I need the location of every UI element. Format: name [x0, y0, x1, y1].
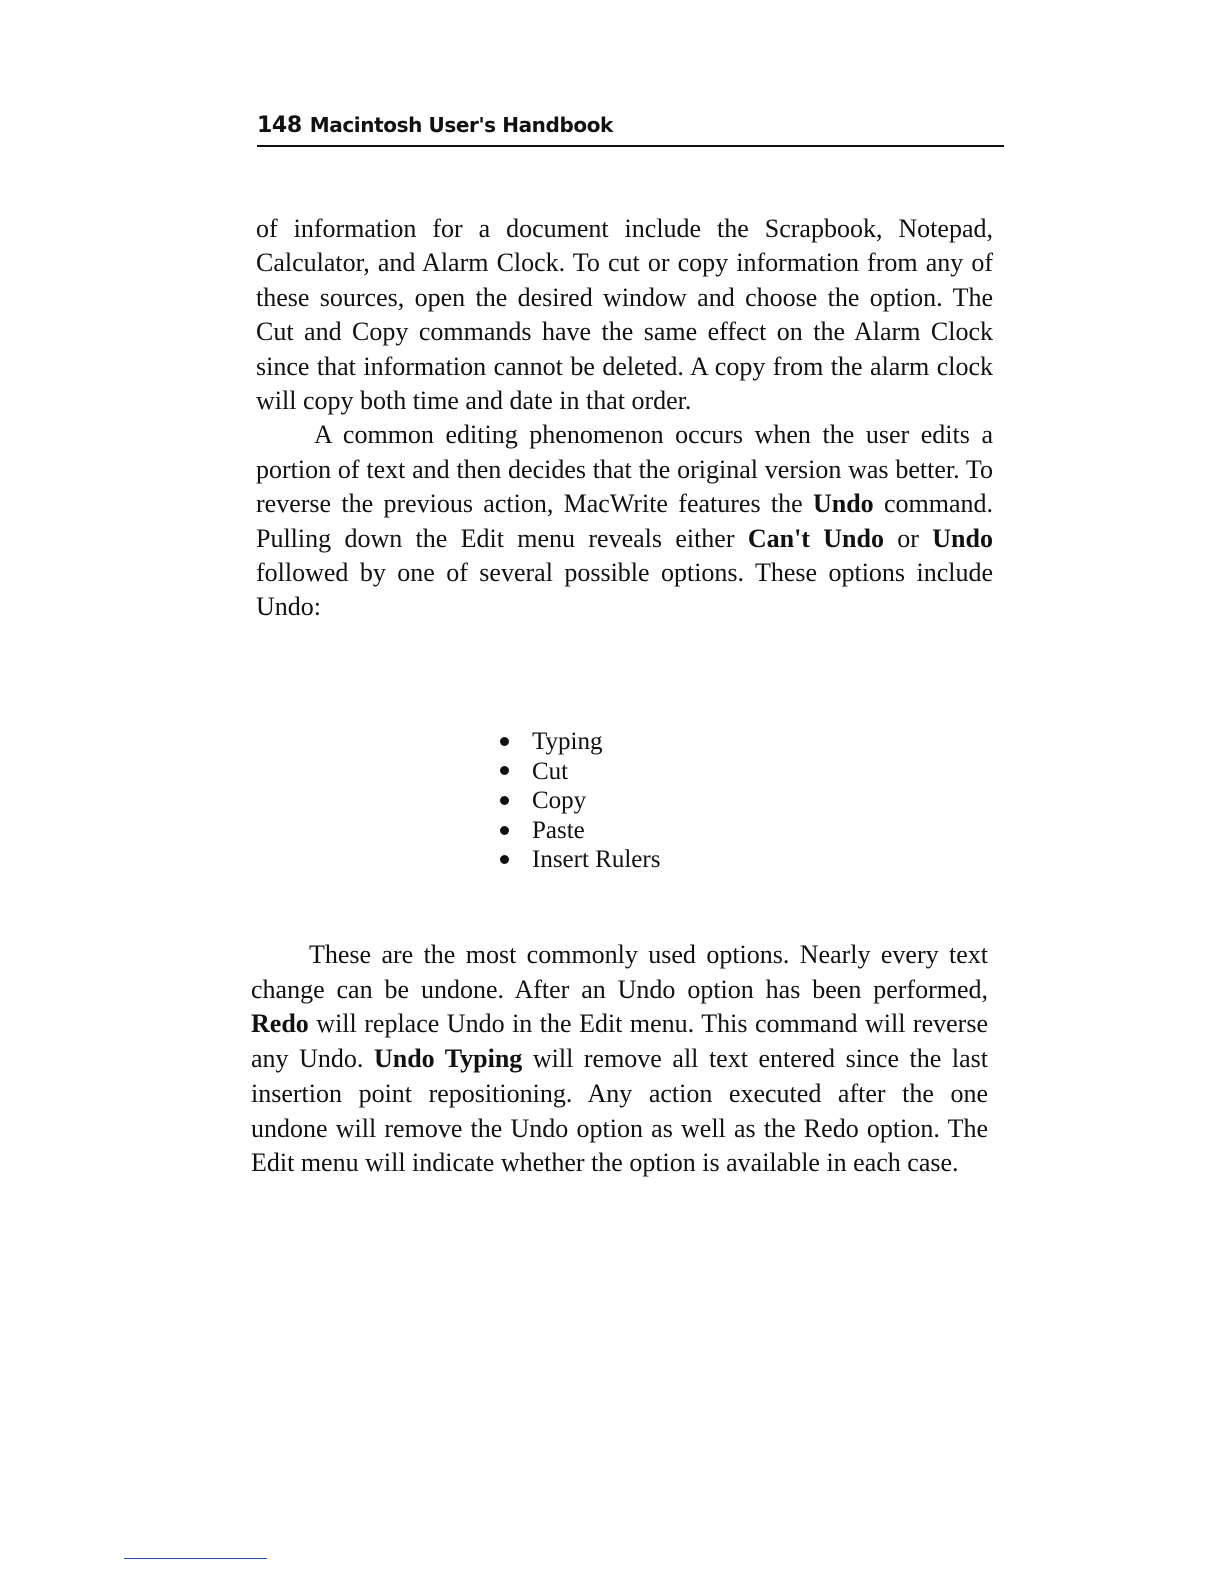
bullet-icon [500, 826, 509, 835]
book-title: Macintosh User's Handbook [309, 113, 613, 137]
list-item-label: Cut [532, 757, 569, 785]
list-item [500, 845, 660, 875]
paragraph-redo [251, 938, 988, 1181]
paragraph-undo-intro [256, 418, 993, 624]
text-run: A common editing phenomenon occurs when the user edits a portion of text and then decides that the original version was better. To reverse the previous action, MacWrite features the [256, 420, 993, 519]
page-number: 148 [257, 113, 302, 138]
bold-term: Undo [932, 523, 993, 553]
list-item [500, 757, 660, 787]
list-item-label: Insert Rulers [532, 846, 661, 874]
text-run: These are the most commonly used options. Nearly every text change can be undone. After an Undo option has been performed, [251, 940, 988, 1004]
list-item [500, 786, 660, 816]
bullet-icon [500, 766, 509, 775]
list-item [500, 727, 660, 757]
paragraph-continued: of information for a document include the Scrapbook, Notepad, Calculator, and Alarm Clock. To cut or copy information from any of these sources, open the desired window and choose the option. The Cut and Copy commands have the same effect on the Alarm Clock since that information cannot be deleted. A copy from the alarm clock will copy both time and date in that order. [256, 214, 993, 416]
text-run: or [883, 523, 933, 553]
bold-term: Undo [812, 489, 874, 519]
list-item-label: Typing [532, 728, 603, 755]
text-run: will replace Undo in the Edit menu. This command will reverse any Undo. [251, 1009, 988, 1074]
undo-options-list [500, 727, 660, 875]
bold-term: Redo [251, 1009, 309, 1039]
body-text-top [256, 212, 993, 625]
bold-term: Undo Typing [373, 1044, 523, 1074]
list-item-label: Paste [532, 816, 585, 844]
text-run: will remove all text entered since the last insertion point repositioning. Any action executed after the one undone will remove the Undo option as well as the Redo option. The Edit menu will indicate whether the option is available in each case. [251, 1044, 988, 1178]
bold-term: Can't Undo [747, 523, 884, 553]
running-header [257, 113, 1004, 147]
bullet-icon [500, 796, 509, 805]
footer-divider [124, 1558, 267, 1559]
text-run: command. Pulling down the Edit menu reveals either [256, 489, 993, 553]
list-item [500, 816, 660, 846]
body-text-bottom [251, 938, 988, 1181]
list-item-label: Copy [532, 787, 587, 815]
text-run: followed by one of several possible options. These options include Undo: [256, 558, 993, 622]
bullet-icon [500, 737, 509, 746]
bullet-icon [500, 855, 509, 864]
